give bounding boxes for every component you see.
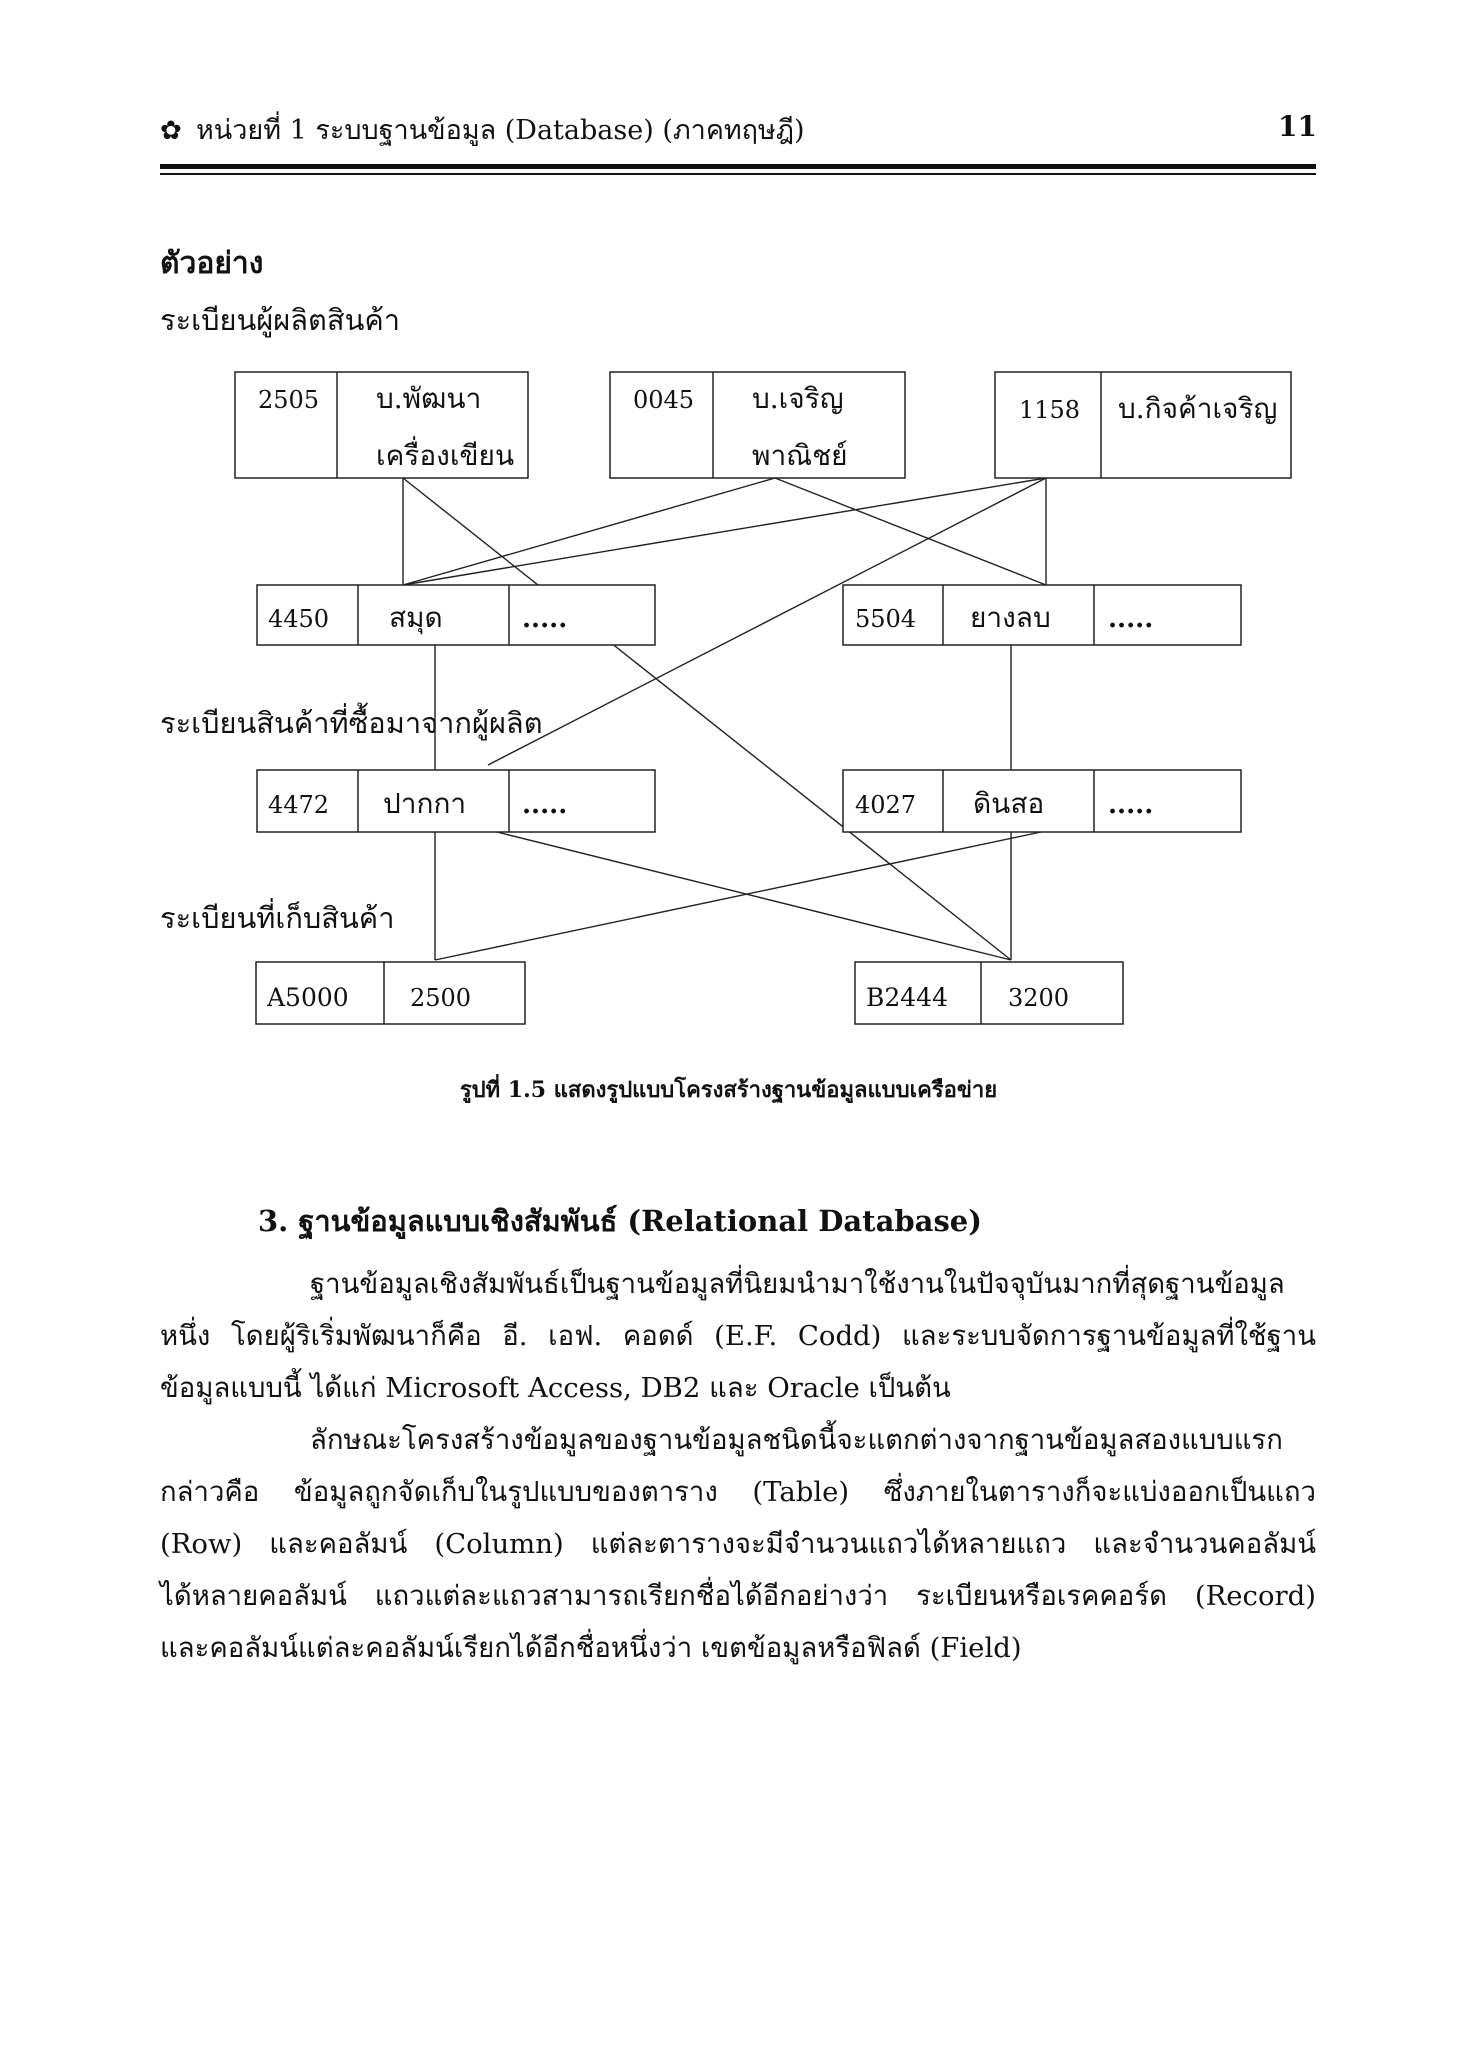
storage-qty: 3200 [1008,984,1070,1012]
storage-record-a5000 [256,962,525,1024]
product-name: ดินสอ [973,787,1045,820]
product-code: 5504 [855,605,917,633]
storage-code: B2444 [866,983,948,1012]
product-record-4472 [257,770,655,832]
label-producer-records: ระเบียนผู้ผลิตสินค้า [160,303,401,337]
link-1158-4450 [403,478,1046,585]
storage-code: A5000 [267,983,349,1012]
label-purchased-records: ระเบียนสินค้าที่ซื้อมาจากผู้ผลิต [160,706,543,740]
product-record-4027 [843,770,1241,832]
section-heading: 3. ฐานข้อมูลแบบเชิงสัมพันธ์ (Relational Database) [258,1204,982,1238]
figure-caption: รูปที่ 1.5 แสดงรูปแบบโครงสร้างฐานข้อมูลแบบเครือข่าย [459,1077,998,1103]
paragraph-2 [160,1414,1316,1674]
product-more: ..... [522,790,568,820]
producer-code: 1158 [1019,396,1081,424]
link-4472-b2444 [497,832,1011,960]
header-title: หน่วยที่ 1 ระบบฐานข้อมูล (Database) (ภาคทฤษฎี) [196,115,805,146]
producer-name-line1: บ.พัฒนา [376,382,482,415]
paragraph-line: ลักษณะโครงสร้างข้อมูลของฐานข้อมูลชนิดนี้จะแตกต่างจากฐานข้อมูลสองแบบแรก [310,1424,1283,1456]
producer-code: 2505 [258,386,320,414]
paragraph-line: (Row) และคอลัมน์ (Column) แต่ละตารางจะมีจำนวนแถวได้หลายแถว และจำนวนคอลัมน์ [160,1528,1316,1560]
relationship-lines [403,478,1046,960]
product-more: ..... [1108,790,1154,820]
link-0045-5504 [775,478,1046,585]
producer-record-1158 [995,372,1291,478]
page-number: 11 [1278,110,1317,143]
example-heading: ตัวอย่าง [160,246,264,281]
paragraph-line: ข้อมูลแบบนี้ ได้แก่ Microsoft Access, DB2 และ Oracle เป็นต้น [160,1372,951,1404]
producer-name-line1: บ.เจริญ [752,382,844,415]
storage-qty: 2500 [410,984,472,1012]
paragraph-line: ได้หลายคอลัมน์ แถวแต่ละแถวสามารถเรียกชื่อได้อีกอย่างว่า ระเบียนหรือเรคคอร์ด (Record) [160,1580,1316,1612]
producer-record-0045 [610,372,905,478]
product-record-4450 [257,585,655,645]
flower-bullet-icon: ✿ [160,116,182,146]
paragraph-line: หนึ่ง โดยผู้ริเริ่มพัฒนาก็คือ อี. เอฟ. คอดด์ (E.F. Codd) และระบบจัดการฐานข้อมูลที่ใช้ฐาน [160,1320,1316,1352]
product-code: 4472 [268,791,330,819]
link-2505-b2444 [403,478,1011,960]
paragraph-line: กล่าวคือ ข้อมูลถูกจัดเก็บในรูปแบบของตาราง (Table) ซึ่งภายในตารางก็จะแบ่งออกเป็นแถว [160,1476,1316,1508]
product-more: ..... [1108,604,1154,634]
producer-name-line2: เครื่องเขียน [376,439,515,472]
producer-record-2505 [235,372,528,478]
producer-code: 0045 [633,386,695,414]
label-storage-records: ระเบียนที่เก็บสินค้า [160,901,395,935]
paragraph-line: และคอลัมน์แต่ละคอลัมน์เรียกได้อีกชื่อหนึ่งว่า เขตข้อมูลหรือฟิลด์ (Field) [160,1632,1022,1664]
link-4027-a5000 [435,832,1041,960]
product-name: สมุด [389,601,443,634]
producer-name-line2: พาณิชย์ [752,439,848,472]
product-code: 4450 [268,605,330,633]
paragraph-1 [160,1258,1316,1414]
paragraph-line: ฐานข้อมูลเชิงสัมพันธ์เป็นฐานข้อมูลที่นิยมนำมาใช้งานในปัจจุบันมากที่สุดฐานข้อมูล [310,1268,1285,1300]
producer-name-line1: บ.กิจค้าเจริญ [1118,392,1278,425]
product-more: ..... [522,604,568,634]
product-name: ปากกา [383,787,467,820]
storage-record-b2444 [855,962,1123,1024]
product-code: 4027 [855,791,917,819]
link-0045-4450 [403,478,775,585]
product-name: ยางลบ [970,601,1051,634]
product-record-5504 [843,585,1241,645]
